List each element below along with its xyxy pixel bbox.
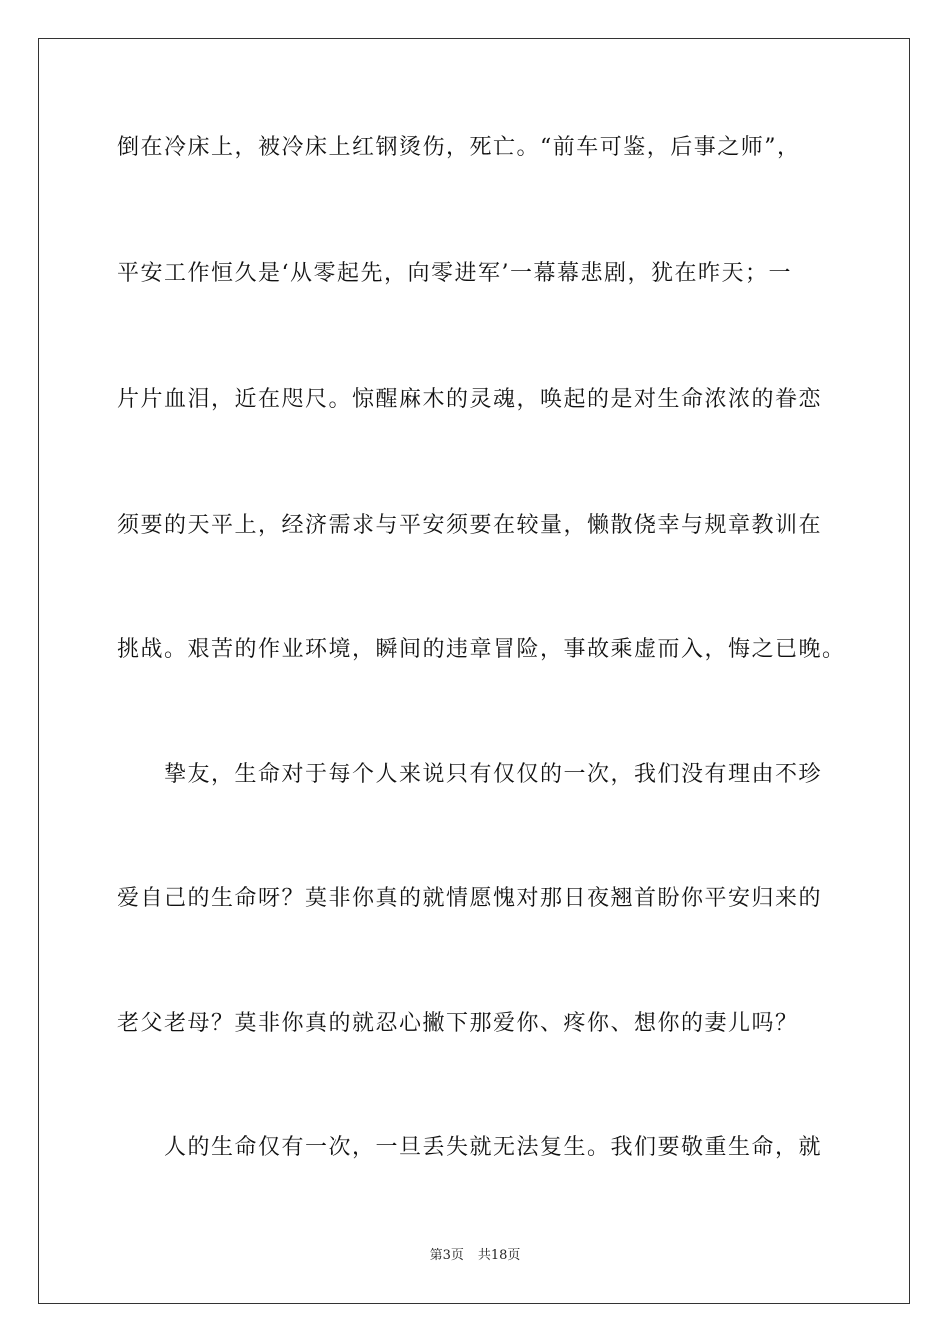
paragraph-start-line-9: 人的生命仅有一次，一旦丢失就无法复生。我们要敬重生命，就 [164, 1135, 823, 1160]
text-line-4: 须要的天平上，经济需求与平安须要在较量，懒散侥幸与规章教训在 [117, 513, 823, 538]
total-pages: 共18页 [477, 1248, 521, 1263]
page-border [38, 38, 910, 1304]
text-line-2: 平安工作恒久是‘从零起先，向零进军’一幕幕悲剧，犹在昨天；一 [117, 261, 792, 286]
text-line-8: 老父老母？莫非你真的就忍心撇下那爱你、疼你、想你的妻儿吗？ [117, 1011, 799, 1036]
page-footer [0, 1247, 950, 1265]
text-line-5: 挑战。艰苦的作业环境，瞬间的违章冒险，事故乘虚而入，悔之已晚。 [117, 637, 846, 662]
text-line-3: 片片血泪，近在咫尺。惊醒麻木的灵魂，唤起的是对生命浓浓的眷恋 [117, 387, 823, 412]
paragraph-start-line-6: 挚友，生命对于每个人来说只有仅仅的一次，我们没有理由不珍 [164, 762, 823, 787]
text-line-7: 爱自己的生命呀？莫非你真的就情愿愧对那日夜翘首盼你平安归来的 [117, 886, 823, 911]
text-line-1: 倒在冷床上，被冷床上红钢烫伤，死亡。“前车可鉴，后事之师”， [117, 135, 801, 160]
page-number: 第3页 [429, 1248, 464, 1263]
